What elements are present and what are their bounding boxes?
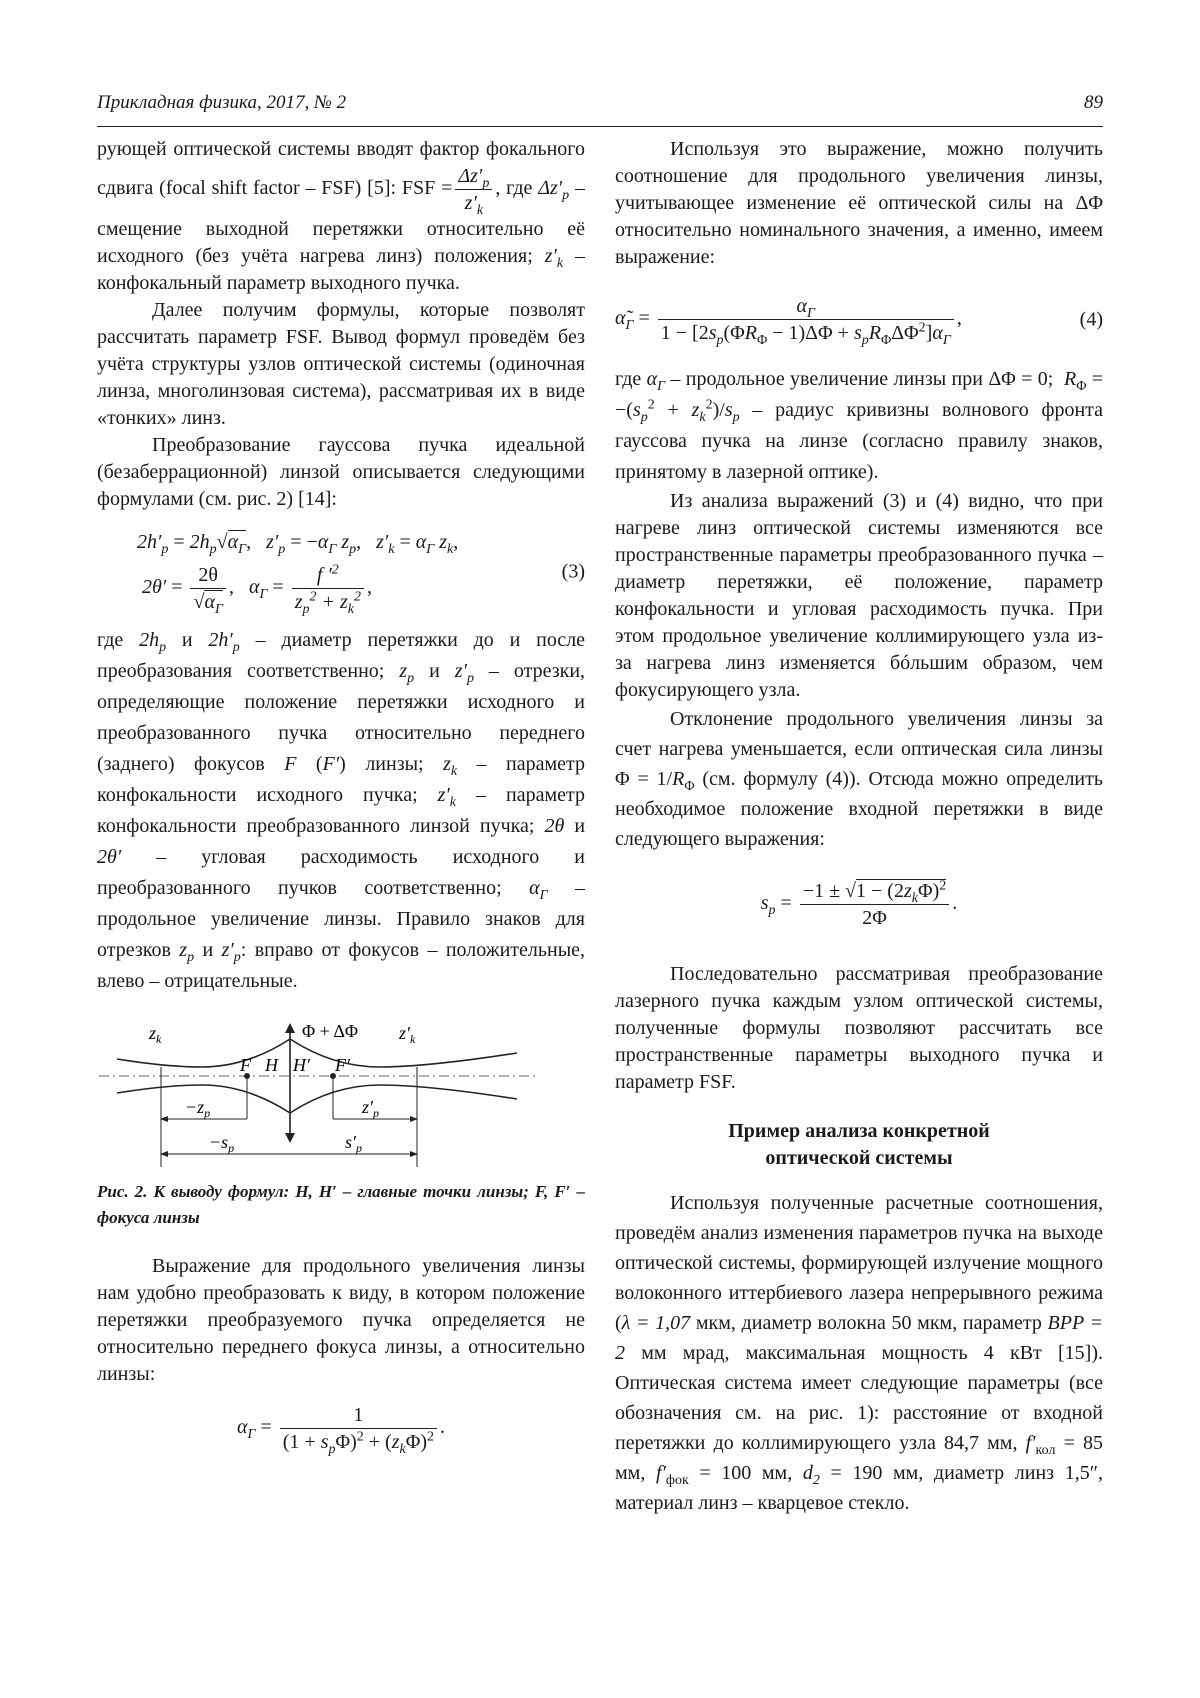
p4-waist-text: – диаметр перетяжки до и после преобразования соответственно; <box>97 629 586 682</box>
header-rule <box>97 126 1103 127</box>
p4-and-2: и <box>429 660 440 682</box>
label-zk: $z_k$ <box>149 1023 162 1046</box>
p4-sign-rule: : вправо от фокусов – положительные, влево – отрицательные. <box>97 939 586 992</box>
alpha-tilde-fraction: $\frac{\alpha_\Gamma}{1 - [2s_p(\Phi R_\Phi - 1)\Delta\Phi + s_pR_\Phi\Delta\Phi^2]\alpha_\Gamma}$ <box>658 293 954 346</box>
figure-2-diagram <box>97 1019 585 1169</box>
equation-3-line-2: 2θ′ = $\frac{2\theta}{√\alpha_\Gamma}$ , $\alpha_\Gamma$ = $\frac{f '^2}{z_p^2 + z_k^2}$ , <box>142 562 372 617</box>
left-paragraph-1 <box>97 136 585 297</box>
p6-d2-value: = 190 мм, диаметр линз 1,5″, материал линз – кварцевое стекло. <box>615 1462 1104 1514</box>
sym-zp-2: $z_p$ <box>179 939 195 965</box>
label-zk-prime: $z'_k$ <box>399 1023 416 1046</box>
right-paragraph-3: Из анализа выражений (3) и (4) видно, что при нагреве линз оптической системы изменяются все пространственные параметры преобразованного пучка – диаметр перетяжки, её положение, параметр конфокальности и угловая расходимость пучка. При этом продольное увеличение коллимирующего узла из-за нагрева линз изменяется бóльшим образом, чем фокусирующего узла. <box>615 490 1103 701</box>
sym-zk: $z_k$ <box>443 753 458 779</box>
left-paragraph-4: где $2h_p$ и $2h'_p$ – диаметр перетяжки до и после преобразования соответственно; $z_p$ и $z'_p$ – отрезки, определяющие положение перетяжки исходного и преобразованного пучка относительно переднего (заднего) фокусов F (F′) линзы; $z_k$ – параметр конфокальности исходного пучка; $z'_k$ – параметр конфокальности преобразованного линзой пучка; 2θ и 2θ′ – угловая расходимость исходного и преобразованного пучков соответственно; $\alpha_\Gamma$ – продольное увеличение линзы. Правило знаков для отрезков $z_p$ и $z'_p$: вправо от фокусов – положительные, влево – отрицательные. <box>97 629 586 992</box>
left-paragraph-3: Преобразование гауссова пучка идеальной (безаберрационной) линзой описывается следующими формулами (см. рис. 2) [14]: <box>97 434 585 510</box>
label-minus-zp: $-z_p$ <box>185 1097 211 1120</box>
equation-3 <box>97 529 585 615</box>
beam-upper-profile <box>117 1039 517 1067</box>
p4-and-1: и <box>181 629 193 651</box>
p4-and-3: и <box>574 815 586 837</box>
right-paragraph-1: Используя это выражение, можно получить соотношение для продольного увеличения линзы, учитывающее изменение её оптической силы на ΔΦ относительно номинального значения, а именно, имеем выражение: <box>615 138 1103 268</box>
p4r-text-a: Отклонение продольного увеличения линзы за счет нагрева уменьшается, если оптическая сила линзы <box>615 708 1103 760</box>
theta-fraction: $\frac{2\theta}{√\alpha_\Gamma}$ <box>190 562 225 615</box>
right-paragraph-2 <box>615 364 1103 488</box>
sym-zp-prime: $z'_p$ <box>454 660 474 686</box>
p2-magnification-text: – продольное увеличение линзы при <box>670 368 983 390</box>
sym-fkol: $f'_{кол}$ <box>1025 1432 1056 1458</box>
section-title-line-2: оптической системы <box>765 1147 953 1169</box>
label-Hp: H′ <box>293 1055 310 1075</box>
fsf-where: , где <box>495 177 533 200</box>
fsf-intro-text: рующей оптической системы вводят фактор фокального сдвига (focal shift factor – FSF) [5]: <box>97 138 585 200</box>
confocal-text: – конфокальный параметр выходного пучка. <box>97 245 586 294</box>
sym-zp-prime-2: $z'_p$ <box>221 939 241 965</box>
label-zp-prime: $z'_p$ <box>362 1097 379 1120</box>
sym-2theta: 2θ <box>544 815 565 837</box>
figure-2-caption: Рис. 2. К выводу формул: H, H′ – главные точки линзы; F, F′ – фокуса линзы <box>97 1182 585 1227</box>
fsf-fraction: $\frac{\Delta z'_p}{z'_k}$ <box>455 163 492 216</box>
alpha-lens-fraction: $\frac{1}{(1 + s_p\Phi)^2 + (z_k\Phi)^2}$ <box>280 1402 437 1455</box>
section-title <box>615 1118 1103 1172</box>
p6-text-c: мм мрад, максимальная мощность 4 кВт [15]). Оптическая система имеет следующие параметры (все обозначения см. на рис. 1): расстояние от входной перетяжки до коллимирующего узла 84,7 мм, <box>615 1342 1104 1454</box>
p2-curvature-text: – радиус кривизны волнового фронта гауссова пучка на линзе (согласно правилу знаков, принятому в лазерной оптике). <box>615 399 1104 483</box>
sym-F: F <box>284 753 297 775</box>
page-number: 89 <box>1084 92 1103 113</box>
sp-fraction: $\frac{-1 \pm √1 - (2z_k\Phi)^2}{2\Phi}$ <box>800 878 949 931</box>
right-paragraph-5: Последовательно рассматривая преобразование лазерного пучка каждым узлом оптической системы, полученные формулы позволяют рассчитать все пространственные параметры выходного пучка и параметр FSF. <box>615 963 1103 1093</box>
sym-ffok: $f'_{фок}$ <box>655 1462 689 1488</box>
fsf-definition <box>401 165 495 218</box>
p4r-text-b: (см. формулу (4)). Отсюда можно определить необходимое положение входной перетяжки в виде следующего выражения: <box>615 768 1103 850</box>
p2-where: где <box>615 368 642 390</box>
sym-alpha: $\alpha_\Gamma$ <box>529 877 548 903</box>
sym-d2: $d_2$ <box>802 1462 820 1488</box>
label-phi-delta: Φ + ΔΦ <box>302 1021 359 1041</box>
p4-confocal-transformed: – параметр конфокальности преобразованного линзой пучка; <box>97 784 585 837</box>
equation-3-line-1: $2h'_p = 2h_p√\alpha_\Gamma$, $z'_p = -\alpha_\Gamma$ $z_p$, $z'_k = \alpha_\Gamma$ $z_k$, <box>137 531 459 557</box>
alpha-fraction: $\frac{f '^2}{z_p^2 + z_k^2}$ <box>292 562 364 615</box>
shift-symbol: $\Delta z'_p$ <box>538 177 570 204</box>
p6-text-b: мкм, диаметр волокна 50 мкм, параметр <box>695 1312 1042 1334</box>
p6-fkol-value: = 85 мм, <box>615 1432 1103 1484</box>
right-paragraph-4 <box>615 704 1103 854</box>
equation-3-number: (3) <box>561 560 585 583</box>
p6-ffok-value: = 100 мм, <box>699 1462 793 1484</box>
equation-alpha-lens: $\alpha_\Gamma$ = $\frac{1}{(1 + s_p\Phi)^2 + (z_k\Phi)^2}$ . <box>236 1404 446 1457</box>
p4-segments-text: – отрезки, определяющие положение перетяжки исходного и преобразованного пучка относительно переднего (заднего) фокусов <box>97 660 586 775</box>
label-F: F <box>240 1055 251 1075</box>
p4-lens-text: линзы; <box>365 753 424 775</box>
p4-confocal-source: – параметр конфокальности исходного пучка; <box>97 753 585 806</box>
p4-where: где <box>97 629 124 651</box>
equation-sp: $s_p$ = $\frac{-1 \pm √1 - (2z_k\Phi)^2}{2\Phi}$ . <box>760 878 958 929</box>
p4-magnification-text: – продольное увеличение линзы. Правило знаков для отрезков <box>97 877 586 961</box>
sym-2hp: $2h_p$ <box>139 629 167 655</box>
left-column <box>97 136 585 1465</box>
lens-arrow-bottom-icon <box>285 1133 295 1143</box>
p4-divergence-text: – угловая расходимость исходного и преобразованного пучков соответственно; <box>97 846 586 899</box>
sym-zk-prime: $z'_k$ <box>437 784 457 810</box>
right-column <box>615 136 1103 1518</box>
label-Fp: F′ <box>335 1055 350 1075</box>
sym-phi-def: $\Phi = 1/R_\Phi$ <box>615 768 695 794</box>
left-paragraph-5: Выражение для продольного увеличения линзы нам удобно преобразовать к виду, в котором положение перетяжки преобразуемого пучка определяется не относительно переднего фокуса линзы, а относительно линзы: <box>97 1255 585 1385</box>
label-H: H <box>265 1055 278 1075</box>
sym-delta-phi-zero: ΔΦ = 0; <box>988 368 1054 390</box>
label-minus-sp: $-s_p$ <box>209 1132 235 1155</box>
right-paragraph-6 <box>615 1188 1103 1518</box>
sym-lambda: λ = 1,07 <box>621 1312 691 1334</box>
sym-bpp: BPP = 2 <box>615 1312 1103 1364</box>
sym-alpha-r: $\alpha_\Gamma$ <box>646 368 666 394</box>
p6-text-a: Используя полученные расчетные соотношения, проведём анализ изменения параметров пучка на выходе оптической системы, формирующей излучение мощного волоконного иттербиевого лазера непрерывного режима ( <box>615 1192 1103 1334</box>
journal-title: Прикладная физика, 2017, № 2 <box>97 92 347 113</box>
label-sp-prime: $s'_p$ <box>345 1132 362 1155</box>
p4-and-4: и <box>202 939 214 961</box>
sym-zp: $z_p$ <box>399 660 415 686</box>
confocal-symbol: $z'_k$ <box>544 245 564 271</box>
section-title-line-1: Пример анализа конкретной <box>728 1120 990 1142</box>
sym-R-phi: $R_\Phi = -(s_p^2 + z_k^2)/s_p$ <box>615 368 1104 425</box>
shift-text: – смещение выходной перетяжки относительно её исходного (без учёта нагрева линз) положения; <box>97 177 586 267</box>
beam-lower-profile <box>117 1085 517 1113</box>
sym-2hp-prime: $2h'_p$ <box>208 629 240 655</box>
equation-4-number: (4) <box>1079 308 1103 330</box>
fsf-label: FSF = <box>401 177 453 200</box>
sym-2theta-prime: 2θ′ <box>97 846 122 868</box>
equation-4: $\alphã_\Gamma$ = $\frac{\alpha_\Gamma}{1 - [2s_p(\Phi R_\Phi - 1)\Delta\Phi + s_pR_\Phi\Delta\Phi^2]\alpha_\Gamma}$ , (4) <box>615 295 1103 348</box>
left-paragraph-2: Далее получим формулы, которые позволят рассчитать параметр FSF. Вывод формул проведём без учёта структуры узлов оптической системы (одиночная линза, многолинзовая система), рассматривая их в виде «тонких» линз. <box>97 299 585 429</box>
lens-arrow-top-icon <box>285 1023 295 1033</box>
